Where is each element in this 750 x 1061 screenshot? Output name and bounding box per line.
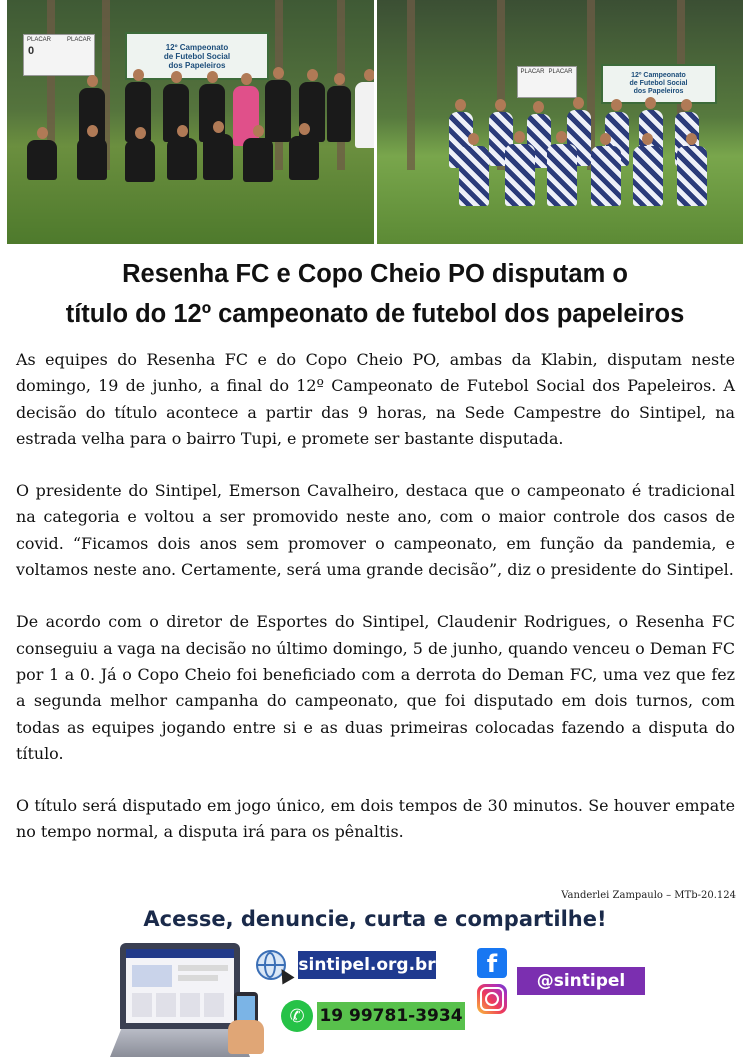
player <box>289 136 319 180</box>
headline <box>0 254 750 334</box>
player <box>203 134 233 180</box>
social-handle-link[interactable]: @sintipel <box>517 967 645 995</box>
article-paragraph: O presidente do Sintipel, Emerson Cavalheiro, destaca que o campeonato é tradicional na categoria e voltou a ser promovido neste ano, com o maior controle dos casos de covid. “Ficamos dois anos sem promover o campeonato, em função da pandemia, e voltamos neste ano. Certamente, será uma grande decisão”, diz o presidente do Sintipel. <box>16 481 735 580</box>
player <box>167 138 197 180</box>
resenha-fc-team-photo <box>7 0 374 244</box>
player <box>459 146 489 206</box>
coach <box>355 82 374 148</box>
score-value: 0 <box>28 45 35 57</box>
whatsapp-icon: ✆ <box>281 1000 313 1032</box>
championship-banner: 12º Campeonato de Futebol Social dos Papeleiros <box>125 32 269 80</box>
player <box>125 140 155 182</box>
player <box>77 138 107 180</box>
facebook-icon[interactable]: f <box>477 948 507 978</box>
author-credit: Vanderlei Zampaulo – MTb-20.124 <box>561 890 736 901</box>
championship-banner: 12º Campeonato de Futebol Social dos Papeleiros <box>601 64 717 104</box>
headline-line-1: Resenha FC e Copo Cheio PO disputam o <box>122 260 628 288</box>
copo-cheio-po-team-photo <box>377 0 744 244</box>
whatsapp-number[interactable]: 19 99781-3934 <box>317 1002 465 1030</box>
article-paragraph: De acordo com o diretor de Esportes do Sintipel, Claudenir Rodrigues, o Resenha FC conseguiu a vaga na decisão no último domingo, 5 de junho, quando venceu o Deman FC por 1 a 0. Já o Copo Cheio foi beneficiado com a derrota do Deman FC, uma vez que fez a segunda melhor campanha do campeonato, que foi disputado em dois turnos, com todas as equipes jogando entre si e as duas primeiras colocadas fazendo a disputa do título. <box>16 612 735 763</box>
player <box>677 146 707 206</box>
article-paragraph: As equipes do Resenha FC e do Copo Cheio PO, ambas da Klabin, disputam neste domingo, 19 de junho, a final do 12º Campeonato de Futebol Social dos Papeleiros. A decisão do título acontece a partir das 9 horas, na Sede Campestre do Sintipel, na estrada velha para o bairro Tupi, e promete ser bastante disputada. <box>16 350 735 448</box>
player <box>633 146 663 206</box>
scoreboard: PLACAR PLACAR <box>517 66 577 98</box>
player <box>591 146 621 206</box>
team-photos-banner <box>7 0 743 244</box>
scoreboard: PLACAR PLACAR 0 <box>23 34 95 76</box>
website-link[interactable]: sintipel.org.br <box>298 951 436 979</box>
call-to-action: Acesse, denuncie, curta e compartilhe! <box>143 907 607 931</box>
player <box>547 144 577 206</box>
hand-phone-illustration <box>228 992 264 1054</box>
player <box>505 144 535 206</box>
player <box>243 138 273 182</box>
article-paragraph: O título será disputado em jogo único, em dois tempos de 30 minutos. Se houver empate no tempo normal, a disputa irá para os pênaltis. <box>16 796 735 842</box>
headline-line-2: título do 12º campeonato de futebol dos papeleiros <box>65 300 685 328</box>
player <box>265 80 291 142</box>
player <box>327 86 351 142</box>
article-body <box>16 347 735 872</box>
player <box>27 140 57 180</box>
goalkeeper <box>233 86 259 146</box>
instagram-icon[interactable] <box>477 984 507 1014</box>
